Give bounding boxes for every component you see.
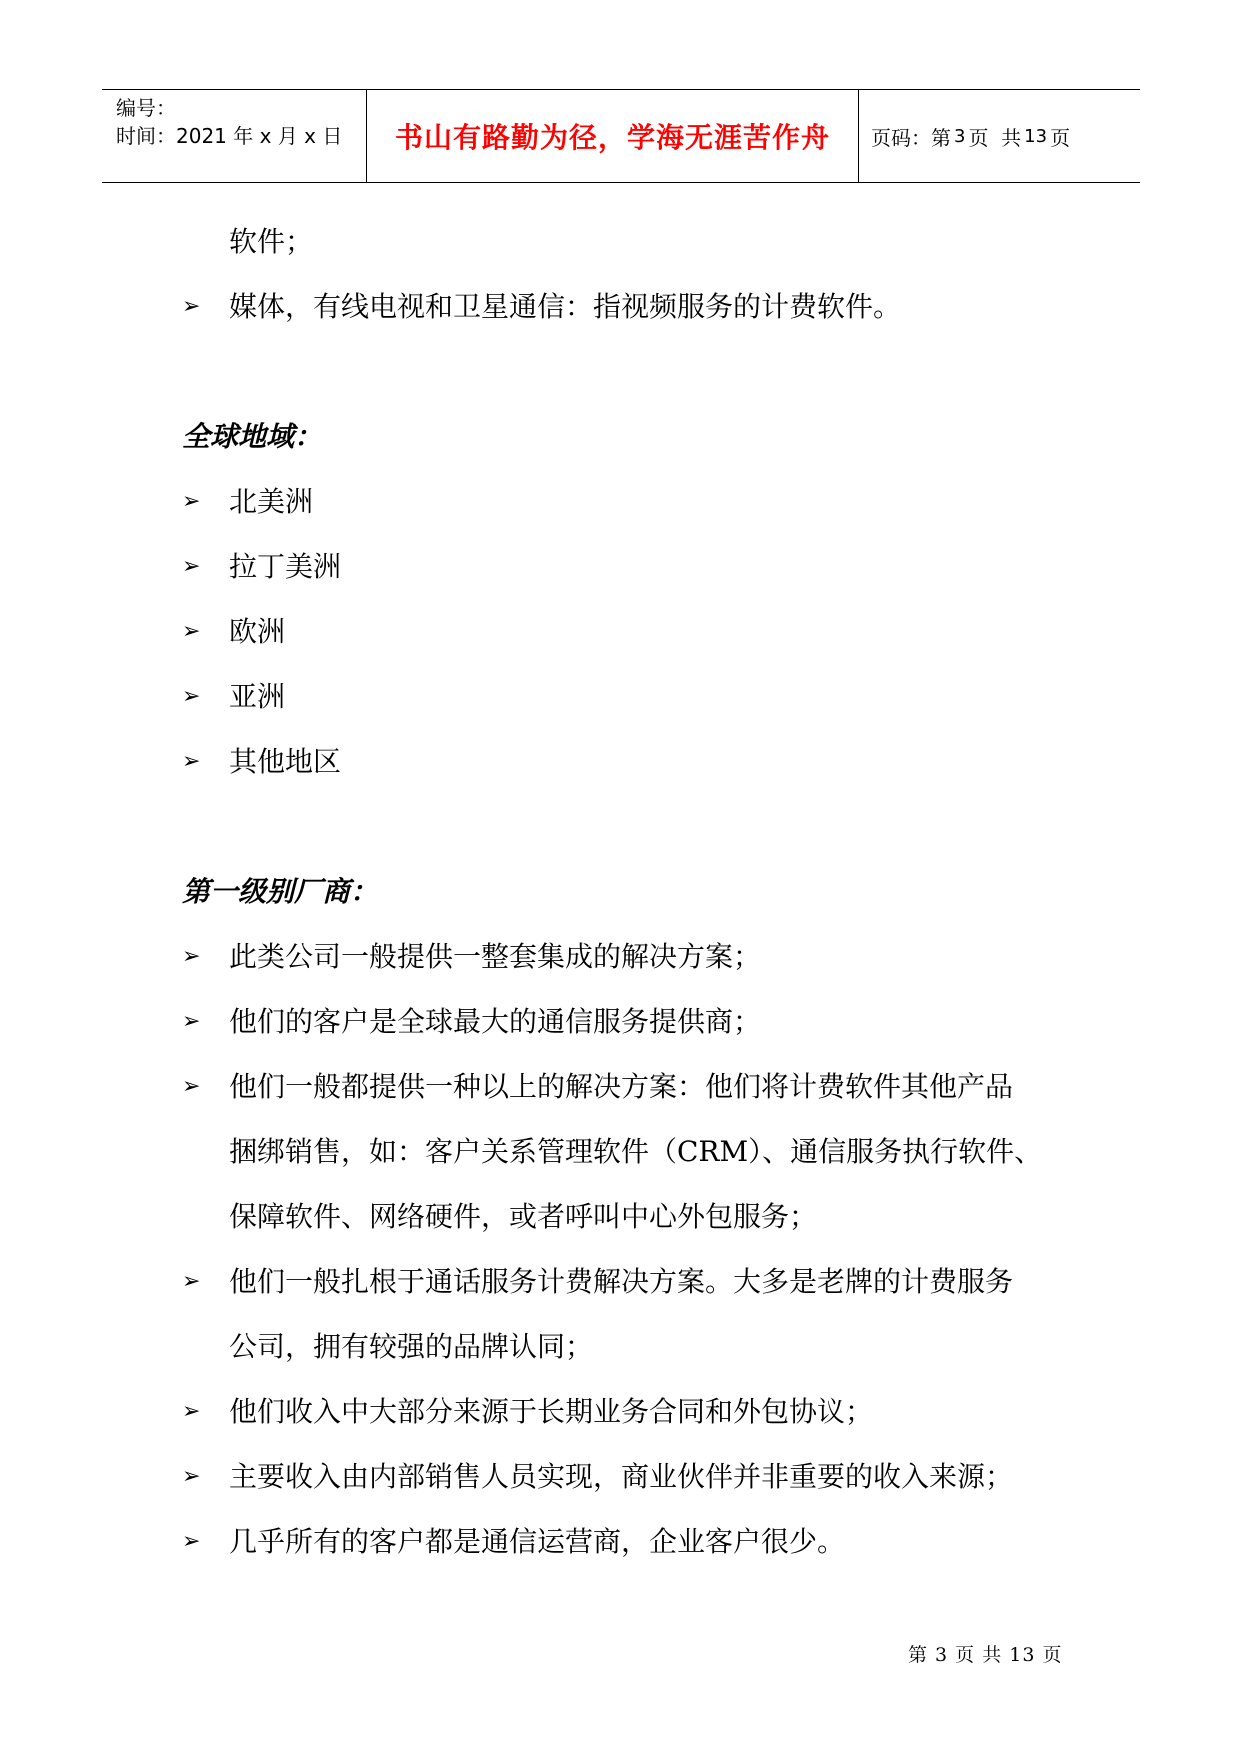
bullet-arrow-icon: ➢ — [182, 944, 201, 969]
list-item: 媒体，有线电视和卫星通信：指视频服务的计费软件。 — [229, 290, 902, 323]
bullet-arrow-icon: ➢ — [182, 1074, 201, 1099]
list-item: 其他地区 — [229, 745, 342, 778]
bullet-arrow-icon: ➢ — [182, 1399, 201, 1424]
list-item: 他们一般都提供一种以上的解决方案：他们将计费软件其他产品 — [229, 1070, 1014, 1103]
motto-text: 书山有路勤为径，学海无涯苦作舟 — [394, 121, 830, 154]
bullet-arrow-icon: ➢ — [182, 489, 201, 514]
page-header — [102, 89, 1140, 183]
serial-label: 编号： — [116, 96, 176, 120]
header-page-cell — [859, 90, 1140, 182]
bullet-arrow-icon: ➢ — [182, 294, 201, 319]
page-current: 3 — [954, 125, 966, 147]
list-item: 几乎所有的客户都是通信运营商，企业客户很少。 — [229, 1525, 846, 1558]
list-item: 此类公司一般提供一整套集成的解决方案； — [229, 940, 762, 973]
page-footer: 第 3 页 共 13 页 — [908, 1644, 1063, 1666]
bullet-arrow-icon: ➢ — [182, 619, 201, 644]
bullet-arrow-icon: ➢ — [182, 1464, 201, 1489]
list-item: 他们收入中大部分来源于长期业务合同和外包协议； — [229, 1395, 874, 1428]
list-item: 拉丁美洲 — [229, 550, 342, 583]
page-mid: 页 共 — [968, 125, 1022, 150]
header-motto-cell — [367, 90, 859, 182]
bullet-arrow-icon: ➢ — [182, 1269, 201, 1294]
bullet-arrow-icon: ➢ — [182, 554, 201, 579]
bullet-arrow-icon: ➢ — [182, 749, 201, 774]
bullet-arrow-icon: ➢ — [182, 684, 201, 709]
header-meta-cell — [102, 90, 367, 182]
list-item: 他们一般扎根于通话服务计费解决方案。大多是老牌的计费服务 — [229, 1265, 1014, 1298]
list-item-continuation: 保障软件、网络硬件，或者呼叫中心外包服务； — [229, 1200, 818, 1233]
list-item: 欧洲 — [229, 615, 286, 648]
page-prefix: 页码：第 — [871, 125, 951, 150]
tier1-heading: 第一级别厂商： — [182, 875, 379, 908]
continuation-line: 软件； — [229, 225, 314, 258]
list-item: 亚洲 — [229, 680, 286, 713]
regions-heading: 全球地域： — [182, 420, 323, 453]
bullet-arrow-icon: ➢ — [182, 1529, 201, 1554]
list-item: 北美洲 — [229, 485, 314, 518]
page-total: 13 — [1024, 125, 1048, 147]
time-label: 时间：2021 年 x 月 x 日 — [116, 124, 343, 148]
list-item: 主要收入由内部销售人员实现，商业伙伴并非重要的收入来源； — [229, 1460, 1014, 1493]
bullet-arrow-icon: ➢ — [182, 1009, 201, 1034]
list-item-continuation: 捆绑销售，如：客户关系管理软件（CRM）、通信服务执行软件、 — [229, 1135, 1043, 1168]
list-item-continuation: 公司，拥有较强的品牌认同； — [229, 1330, 594, 1363]
page-suffix: 页 — [1050, 125, 1071, 150]
list-item: 他们的客户是全球最大的通信服务提供商； — [229, 1005, 762, 1038]
